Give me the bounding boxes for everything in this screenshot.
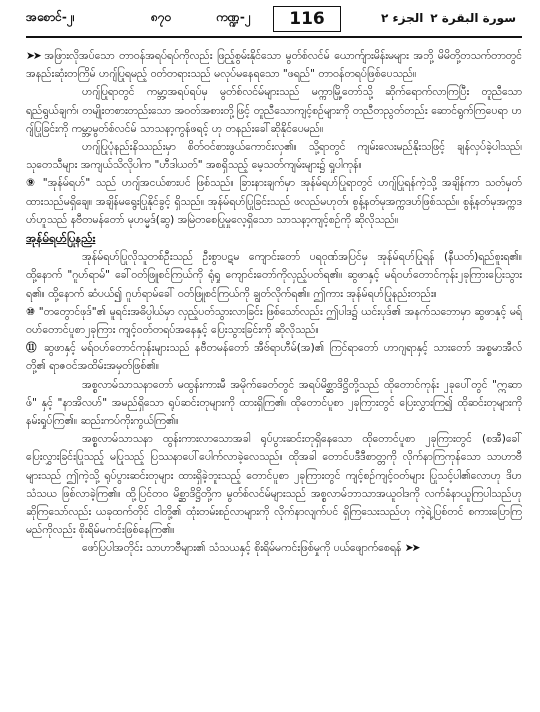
- section-heading: [26, 229, 522, 248]
- surah-label: سورة البقرة ٢: [430, 11, 516, 25]
- commentary-body: [26, 47, 522, 558]
- footnote-number: ⑩: [26, 305, 36, 318]
- page-header: [26, 0, 522, 38]
- footnote: [26, 303, 522, 339]
- heading-text: အုန်မ်ရဟ်ပြုနည်း: [26, 231, 96, 246]
- footnote-number: ⑨: [26, 177, 38, 190]
- paragraph: ဟဂျ်ပြုပုံနည်းနိဿည်းမှာ စိတ်ဝင်စားဖွယ်ကောင်းလှ၏။ သို့ရာတွင် ကျမ်းလေးမည်နိုးသဖြင့် ချန်လှပ်ခဲ့ပါသည်၊ သုတေသီများ အကျယ်သိလိုပါက "ဟီဒါယတ်" အစရှိသည့် မေ့သတ်ကျမ်းများ၌ ရှုပါကုန်။: [26, 141, 522, 172]
- paragraph: [26, 47, 522, 83]
- paragraph-text: အဖြားလိုအပ်သော တာဝန်အရပ်ရပ်ကိုလည်း ဖြည့်စွမ်းနိုင်သော မွတ်စ်လင်မ် ယောက်ျားမိန်းမများ အဘို့ မိမိတို့တသက်တာတွင် အနည်းဆုံးတကြိမ် ဟဂျ်ပြုရမည့် ဝတ်တရားသည် မလုပ်မနေရသော "ဖရည်" တာဝန်တရပ်ဖြစ်ပေသည်။: [26, 50, 522, 81]
- footnote-text: ဆွဖာနှင့် မရ်ဝဟ်တောင်ကုန်းများသည် နဗီတမန်တော် အီဗ်ရာဟီမ်(အ)၏ ကြင်ရာတော် ဟာဂျရာနှင့် သားတော် အစ္စမာအီလ်တို့၏ ရာဇဝင်အထိမ်းအမှတ်ဖြစ်၏။: [26, 342, 523, 373]
- footnote-text: "အုန်မ်ရဟ်" သည် ဟဂျ်အငယ်စားပင် ဖြစ်သည်။ ခြားနားချက်မှာ အုန်မ်ရဟ်ပြုရာတွင် ဟဂျ်ပြုရန်ကဲ့သို့ အချိန်ကာ သတ်မှတ်ထားသည်မရှိချေ။ အချိန်မရွေးပြုနိုင်ခွင့် ရှိသည်။ အုန်မ်ရဟ်ပြုခြင်းသည် ဖလည်မဟုတ်၊ စွန့်နတ်မုအက္ကဒဟ်ဖြစ်သည်။ စွန့်နတ်မုအက္ကဒဟ်ဟူသည် နဗီတမန်တော် မုဟမ္မဒ်(ဆွ) အမြဲတစေပြုမှုလေ့ရှိသော သာသနာ့ကျင့်စဉ်ကို ဆိုလိုသည်။: [26, 177, 522, 226]
- footnote: [26, 339, 522, 375]
- continuation-arrow-icon: ➤➤: [26, 50, 40, 62]
- page-number-box: 116: [273, 6, 341, 32]
- footnote: [26, 174, 522, 229]
- continuation-arrow-icon: ➤➤: [404, 542, 419, 555]
- volume-label: အစောင်-၂၊: [26, 10, 75, 24]
- paragraph: [26, 539, 522, 557]
- paragraph: အုန်မ်ရဟ်ပြုလိုသူတစ်ဦးသည် ဦးစွာပဋမ ကျောင်းတော် ပရဝုဏ်အပြင်မှ အုန်မ်ရဟ်ပြုရန် (နီယတ်)ရည်စူးရ၏။ ထို့နောက် "ဂူဟ်ရာမ်" ခေါ်ဝတ်ဖြူစင်ကြယ်ကို ရုံရှု ကျောင်းတော်ကိုလှည့်ပတ်ရ၏။ ဆွဖာနှင့် မရ်ဝဟ်တောင်ကုန်း၂ခုကြားပြေးသွားရ၏။ ထို့နောက် ဆံပယ်၍ ဂူဟ်ရာမ်ခေါ် ဝတ်ဖြူစင်ကြယ်ကို ချွတ်လိုက်ရ၏။ ဤကား အုန်မ်ရဟ်ပြုနည်းတည်း။: [26, 251, 522, 300]
- paragraph: အစ္စလာမ်သာသနာ ထွန်းကားလာသောအခါ ရုပ်ပွားဆင်းတုရှိနေသော ထိုတောင်ပူစာ ၂ခုကြားတွင် (စအီ)ခေါ် ပြေးလွှားခြင်းပြုသည့် မပြုသည့် ပြဿနာပေါ်ပေါက်လာခဲ့လေသည်။ ထိုအခါ တောင်ပဒီဒီစာတ္တကို လိုက်နာကြကုန်သော သာဟာဗီများသည် ဤကဲ့သို့ ရုပ်ပွားဆင်းတုများ ထားရှိခဲ့ဘူးသည့် တောင်ပူစာ ၂ခုကြားတွင် ကျင့်စဉ်ကျင့်ဝတ်များ ပြုသင့်ပါ၏လောဟု ဒိဟသံသယ ဖြစ်လာခဲ့ကြ၏။ ထို့ပြင်တဝ မိစ္ဆာဒိဋ္ဌိတို့က မွတ်စ်လင်မ်များသည် အစ္စလာမ်ဘာသာအယူဝါဒကို လက်ခံနာယူကြပါသည်ဟု ဆိုကြသော်လည်း ယခုထက်တိုင် ငါတို့၏ ထုံးတမ်းစဉ်လာများကို လိုက်နာလျက်ပင် ရှိကြသေးသည်ဟု ကဲ့ရဲ့ပြစ်တင် စကားပြောကြမည်ကိုလည်း စိုးရိမ်မကင်းဖြစ်နေကြ၏။: [26, 433, 522, 537]
- footnote-number: ⑪: [26, 342, 39, 355]
- juz-label: الجزء ٢: [381, 11, 424, 25]
- myanmar-page-number: ၈၇၀: [151, 10, 172, 24]
- paragraph: ဟဂျ်ပြုရာတွင် ကမ္ဘာ့အရပ်ရပ်မှ မွတ်စ်လင်မ်များသည် မက္ကာမြို့တော်သို့ ဆိုက်ရောက်လာကြပြီး တူညီသော ရည်ရွယ်ချက်၊ တမျိုးတစားတည်းသော အဝတ်အစားတို့ဖြင့် တူညီသောကျင့်စဉ်များကို တညီတညွတ်တည်း ဆောင်ရွက်ကြပေရာ ဟဂျ်ပြုခြင်းကို ကမ္ဘာ့မွတ်စ်လင်မ် သာသနာ့ကွန်ဖရင့် ဟု တနည်းခေါ်ဆိုနိုင်ပေမည်။: [26, 86, 522, 135]
- paragraph-text: ဖော်ပြပါအတိုင်း သာဟာဗီများ၏ သံသယနှင့် စိုးရိမ်မကင်းဖြစ်မှုကို ပယ်ဖျောက်စေရန်: [82, 542, 402, 555]
- section-label: ကဏ္ဍ-၂: [216, 10, 251, 24]
- paragraph: အစ္စလာမ်သာသနာတော် မထွန်းကားမီ အမိုက်ခေတ်တွင် အရပ်မိစ္ဆာဒိဋ္ဌိတို့သည် ထိုတောင်ကုန်း ၂ခုပေါ်တွင် "ဣဆာဖ်" နှင့် "နာအိလဟ်" အမည်ရှိသော ရုပ်ဆင်းတုများကို ထားရှိကြ၏၊ ထိုတောင်ပူစာ ၂ခုကြားတွင် ပြေးလွှားကြ၍ ထိုဆင်းတုများကို နမ်းရှုပ်ကြ၏။ ဆည်းကပ်ကိုးကွယ်ကြ၏။: [26, 378, 522, 428]
- footnote-text: "တတွောင်ဖုဒ်"၏ မူရင်းအဓိပ္ပါယ်မှာ လှည့်ပတ်သွားလာခြင်း ဖြစ်သော်လည်း ဤပါဒ၌ ယင်းပုဒ်၏ အနက်သဘောမှာ ဆွဖာနှင့် မရ်ဝဟ်တောင်ပူစာ၂ခုကြား ကျင့်ဝတ်တရပ်အနေနှင့် ပြေးသွားခြင်းကို ဆိုလိုသည်။: [26, 305, 522, 337]
